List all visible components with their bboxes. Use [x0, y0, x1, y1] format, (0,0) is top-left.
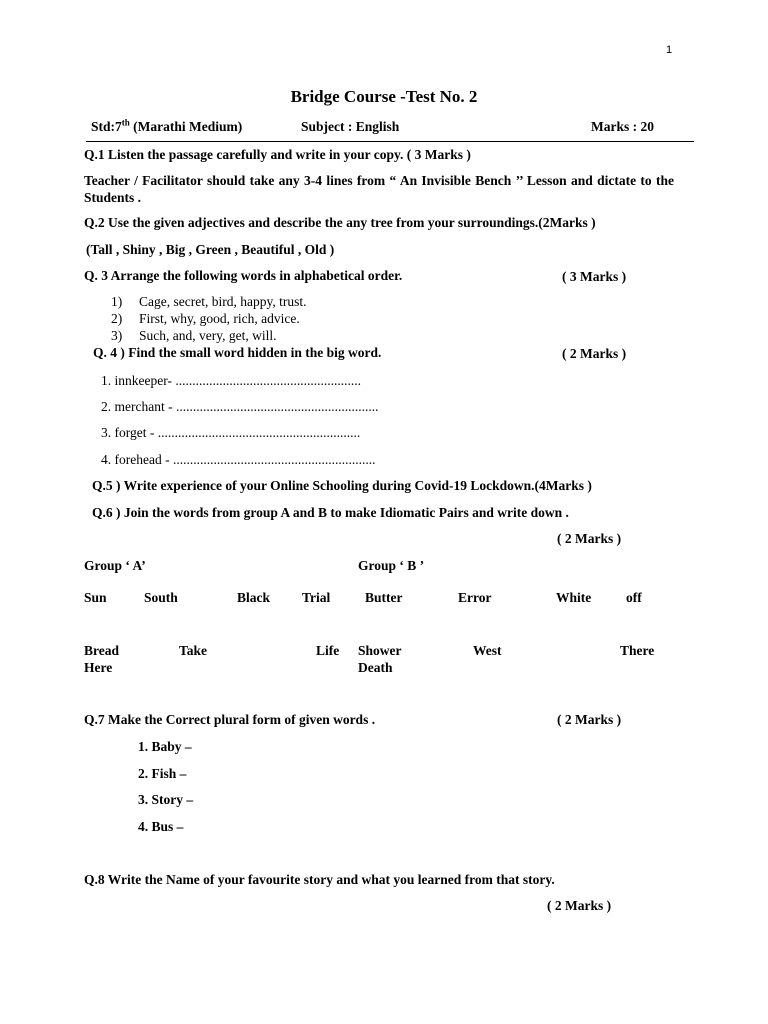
q3-item-num: 1) [111, 294, 123, 309]
marks-total: Marks : 20 [591, 119, 654, 134]
q4-text: Q. 4 ) Find the small word hidden in the big word. [93, 345, 382, 360]
q7-item: 1. Baby – [138, 739, 192, 754]
page-title: Bridge Course -Test No. 2 [290, 87, 478, 106]
word-b: White [556, 590, 592, 605]
q1-text: Q.1 Listen the passage carefully and write in your copy. ( 3 Marks ) [84, 147, 471, 162]
q3-item: First, why, good, rich, advice. [139, 311, 300, 326]
q8-text: Q.8 Write the Name of your favourite story and what you learned from that story. [84, 872, 555, 887]
word-a: Take [179, 643, 208, 658]
word-a: Trial [302, 590, 331, 605]
word-b: West [473, 643, 502, 658]
q3-item: Cage, secret, bird, happy, trust. [139, 294, 307, 309]
q4-item: 2. merchant - ............................................................ [101, 399, 379, 414]
word-b: Error [458, 590, 492, 605]
word-b: Death [358, 660, 393, 675]
q7-marks: ( 2 Marks ) [557, 712, 622, 727]
q3-item-num: 2) [111, 311, 123, 326]
q4-marks: ( 2 Marks ) [562, 346, 627, 361]
word-b: off [626, 590, 642, 605]
word-a: Black [237, 590, 271, 605]
q7-item: 4. Bus – [138, 819, 184, 834]
q7-item: 3. Story – [138, 792, 194, 807]
q4-item: 4. forehead - ............................................................ [101, 452, 376, 467]
q3-text: Q. 3 Arrange the following words in alphabetical order. [84, 268, 403, 283]
q7-item: 2. Fish – [138, 766, 187, 781]
word-b: Shower [358, 643, 402, 658]
subject-label: Subject : English [301, 119, 400, 134]
q8-marks: ( 2 Marks ) [547, 898, 612, 913]
q2-text: Q.2 Use the given adjectives and describe the any tree from your surroundings.(2Marks ) [84, 215, 596, 230]
word-a: Here [84, 660, 113, 675]
q3-marks: ( 3 Marks ) [562, 269, 627, 284]
q7-text: Q.7 Make the Correct plural form of given words . [84, 712, 376, 727]
std-label [91, 118, 242, 135]
header-divider [86, 141, 694, 142]
q2-adjectives: (Tall , Shiny , Big , Green , Beautiful , Old ) [86, 242, 335, 257]
q6-text: Q.6 ) Join the words from group A and B to make Idiomatic Pairs and write down . [92, 505, 569, 520]
std-sup: th [121, 117, 130, 128]
q3-item: Such, and, very, get, will. [139, 328, 277, 343]
q6-marks: ( 2 Marks ) [557, 531, 622, 546]
std-suffix: (Marathi Medium) [129, 119, 243, 134]
word-a: Bread [84, 643, 120, 658]
word-b: Butter [365, 590, 403, 605]
q4-item: 3. forget - ............................................................ [101, 425, 361, 440]
group-b-label: Group ‘ B ’ [358, 558, 425, 573]
q3-item-num: 3) [111, 328, 123, 343]
group-a-label: Group ‘ A’ [84, 558, 146, 573]
word-a: Sun [84, 590, 107, 605]
q4-item: 1. innkeeper- ....................................................... [101, 373, 361, 388]
word-a: South [144, 590, 178, 605]
std-prefix: Std:7 [91, 119, 122, 134]
q1-instruction: Teacher / Facilitator should take any 3-4 lines from “ An Invisible Bench ’’ Lesson and dictate to the Students . [84, 173, 674, 205]
word-b: There [620, 643, 655, 658]
word-a: Life [316, 643, 340, 658]
page-number: 1 [666, 44, 673, 56]
q5-text: Q.5 ) Write experience of your Online Schooling during Covid-19 Lockdown.(4Marks ) [92, 478, 592, 493]
